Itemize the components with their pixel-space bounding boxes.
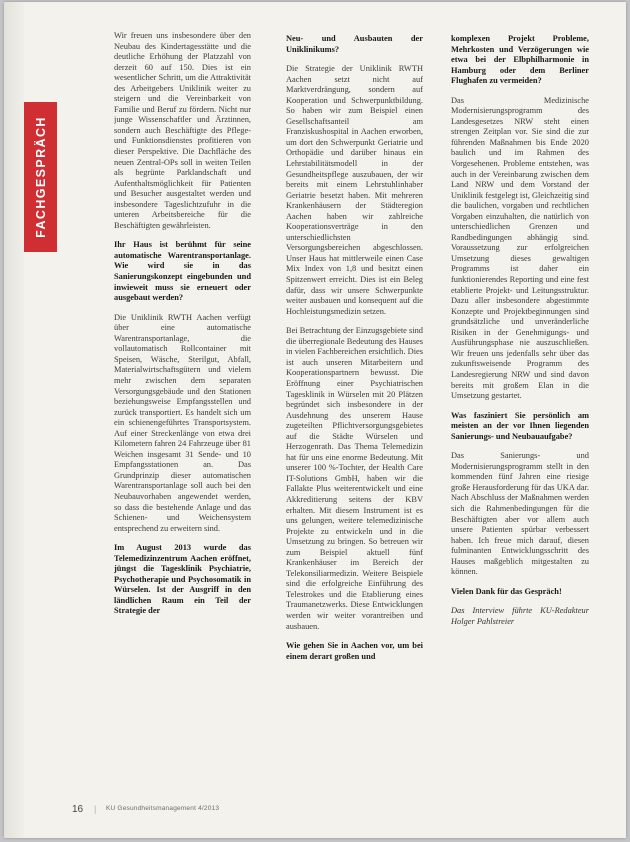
publication-name: KU Gesundheitsmanagement 4/2013 bbox=[106, 805, 220, 812]
page-footer bbox=[62, 804, 602, 818]
closing-thanks: Vielen Dank für das Gespräch! bbox=[451, 586, 562, 596]
answer-paragraph: Die Uniklinik RWTH Aachen verfügt über eine automatische Warentransportanlage, die vollautomatisch Rollcontainer mit Speisen, Wäsche, Sterilgut, Abfall, Materialwirtschaftsgütern und vielem mehr zwischen dem separaten Versorgungsgebäude und den Stationen beziehungsweise Empfangsstellen und zurück transportiert. Es handelt sich um ein schienengeführtes Transportsystem. Auf einer Streckenlänge von etwa drei Kilometern fahren 24 Fahrzeuge über 81 Weichen insgesamt 31 Sende- und 10 Empfangsstationen an. Das Grundprinzip dieser automatischen Warentransportanlage soll auch bei den Neubauvorhaben angewendet werden, so dass die bestehende Anlage und das Schienen- und Weichensystem entsprechend zu erweitern sind. bbox=[114, 312, 251, 533]
article-column-3 bbox=[451, 34, 589, 786]
article-column-1 bbox=[114, 31, 251, 783]
answer-paragraph: Das Medizinische Modernisierungsprogramm des Landesgesetzes NRW steht einen strengen Zeitplan vor. Sie sind die zur führenden Maßnahmen bis Ende 2020 baulich und im Rahmen des Vorgesehenen. Probleme entstehen, was auch in der Vereinbarung zwischen dem Land NRW und dem Vorstand der Uniklinik festgelegt ist, Gleichzeitig sind die baulichen, vorgaben und rechtlichen Vorgaben einzuhalten, die natürlich von unterschiedlichen Grenzen und Randbedingungen abhängig sind. Voraussetzung zur erfolgreichen Umsetzung dieses gewaltigen Programms ist daher ein funktionierendes Reporting und eine fest etablierte Projekt- und Leitungsstruktur. Dazu aller insbesondere abgestimmte Konzepte und Projektbeginnungen sind grundsätzliche und unveränderliche Risiken in der Genehmigungs- und Ausführungsphase nie auszuschließen. Wir freuen uns jedenfalls sehr über das zukunftsweisende Programm des Landesregierung NRW und sind davon bereits mit großem Elan in die Umsetzung gestartet. bbox=[451, 95, 589, 401]
answer-paragraph: Das Sanierungs- und Modernisierungsprogramm stellt in den kommenden fünf Jahren eine riesige große Herausforderung für das UKA dar. Nach Abschluss der Maßnahmen werden sich die Rahmenbedingungen für die Beschäftigten aber vor allem auch unsere Patienten spürbar verbessert haben. Ich freue mich darauf, diesen fulminanten Entwicklungsschritt des Hauses maßgeblich mitgestalten zu können. bbox=[451, 451, 589, 577]
footer-separator: | bbox=[94, 804, 97, 814]
section-label: FACHGESPRÄCH bbox=[34, 116, 48, 238]
interview-question: Ihr Haus ist berühmt für seine automatische Warentransportanlage. Wie wird sie in das Sanierungskonzept eingebunden und inwieweit muss sie erneuert oder ausgebaut werden? bbox=[114, 240, 251, 303]
magazine-page bbox=[4, 2, 626, 838]
answer-paragraph: Die Strategie der Uniklinik RWTH Aachen setzt nicht auf Marktverdrängung, sondern auf Kooperation und Schwerpunktbildung. So haben wir zum Beispiel einen Gesellschaftsanteil am Franziskushospital in Aachen erworben, um dort den Schwerpunkt Geriatrie und Orthopädie und darüber hinaus ein Lehrstabilitätsmodell in der Gesundheitspflege auszubauen, der wir bereits mit einem Lehrstuhlinhaber Geriatrie besetzt haben. Mit mehreren Krankenhäusern der Städteregion Aachen haben wir zahlreiche Kooperationsverträge in den unterschiedlichsten Versorgungsbereichen abgeschlossen. Unser Haus hat mittlerweile einen Case Mix Index von 1,8 und besitzt einen Spitzenwert erreicht. Dies ist ein Beleg dafür, dass wir unsere Schwerpunkte weiter ausbauen und konsequent auf die Hochleistungsmedizin setzen. bbox=[286, 64, 423, 316]
interview-question: komplexen Projekt Probleme, Mehrkosten und Verzögerungen wie etwa bei der Elbphilharmonie in Hamburg oder dem Berliner Flughafen zu vermeiden? bbox=[451, 34, 589, 86]
interview-question: Neu- und Ausbauten der Uniklinikums? bbox=[286, 34, 423, 54]
page-number: 16 bbox=[72, 804, 84, 815]
answer-paragraph: Wir freuen uns insbesondere über den Neubau des Kindertagesstätte und die deutliche Erhöhung der Platzzahl von derzeit 60 auf 150. Dies ist ein wesentlicher Schritt, um die Attraktivität des Arbeitgebers Uniklinik weiter zu steigern und die Vereinbarkeit von Familie und Beruf zu fördern. Nicht nur junge Wissenschaftler und Ärztinnen, sondern auch Beschäftigte des Pflege- und Funktionsdienstes profitieren von dieser Perspektive. Die Dachfläche des neuen Zentral-OPs soll in weiten Teilen als begrünte Parklandschaft und Aufenthaltsmöglichkeit für Patienten und Besucher ausgestaltet werden und insbesondere Tageslichtzufuhr in die unteren Arbeitsbereiche für die Beschäftigten gewährleisten. bbox=[114, 31, 251, 230]
answer-paragraph: Bei Betrachtung der Einzugsgebiete sind die überregionale Bedeutung des Hauses in vielen Fachbereichen ersichtlich. Dies ist auch unseren Mitarbeitern und Kooperationspartnern bewusst. Die Eröffnung einer Psychiatrischen Tagesklinik in Würselen mit 20 Plätzen begründet sich insbesondere in der Ausdehnung des unserem Hause zugeteilten Pflichtversorgungsgebietes auf die Städte Würselen und Herzogenrath. Das Thema Telemedizin hat für uns eine enorme Bedeutung. Mit unserer 100 %-Tochter, der Health Care IT-Solutions GmbH, haben wir die Fallakte Plus weiterentwickelt und eine Akkreditierung seitens der KBV erhalten. Mit diesem Instrument ist es uns gelungen, weitere telemedizinische Projekte zu entwickeln und in die Umsetzung zu bringen. So betreuen wir zum Beispiel aktuell fünf Krankenhäuser im Bereich der Telekonsiliarmedizin. Weitere Beispiele sind die erfolgreiche Einführung des Telestrokes und die Etablierung eines Traumanetzwerks. Diese Entwicklungen werden wir weiter vorantreiben und ausbauen. bbox=[286, 326, 423, 631]
page-gutter bbox=[4, 2, 24, 838]
interview-question: Im August 2013 wurde das Telemedizinzentrum Aachen eröffnet, jüngst die Tagesklinik Psychiatrie, Psychotherapie und Psychosomatik in Würselen. Ist der Ausgriff in den ländlichen Raum ein Teil der Strategie der bbox=[114, 543, 251, 616]
interview-question: Wie gehen Sie in Aachen vor, um bei einem derart großen und bbox=[286, 641, 423, 661]
interview-question: Was fasziniert Sie persönlich am meisten an der vor Ihnen liegenden Sanierungs- und Neubauaufgabe? bbox=[451, 410, 589, 441]
interview-credit: Das Interview führte KU-Redakteur Holger Pahlstreier bbox=[451, 606, 589, 626]
article-column-2 bbox=[286, 34, 423, 786]
